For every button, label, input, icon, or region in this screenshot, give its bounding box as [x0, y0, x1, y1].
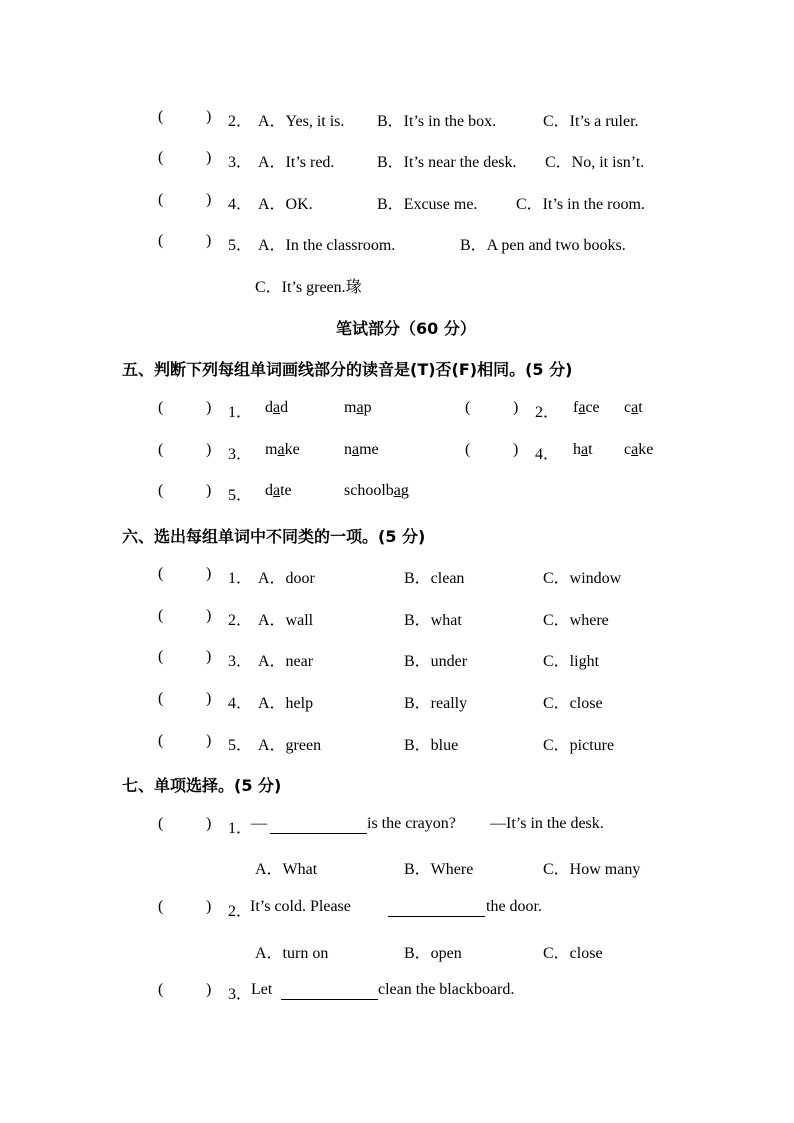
word-part: ce — [585, 399, 600, 416]
underlined-letter: a — [581, 441, 589, 458]
option-b: B．clean — [404, 570, 465, 587]
word-part: g — [400, 482, 409, 499]
paren-right: ) — [206, 399, 212, 416]
paren-left: ( — [158, 482, 164, 499]
underlined-letter: a — [356, 399, 364, 416]
question-text: is the crayon? — [367, 815, 456, 832]
word-part: m — [344, 399, 357, 416]
question-number: 4． — [535, 446, 560, 463]
paren-left: ( — [158, 607, 164, 624]
word-part: h — [573, 441, 581, 458]
underlined-letter: a — [277, 441, 285, 458]
paren-right: ) — [206, 108, 212, 125]
option-b: B．open — [404, 945, 462, 962]
word-1 — [573, 399, 600, 417]
answer-blank[interactable] — [388, 900, 485, 917]
paren-left: ( — [158, 108, 164, 125]
question-text: the door. — [486, 898, 542, 915]
word-part: d — [265, 482, 273, 499]
option-a: A．green — [258, 737, 322, 754]
paren-left: ( — [158, 565, 164, 582]
underlined-letter: a — [578, 399, 586, 416]
option-a: A．help — [258, 695, 314, 712]
paren-right: ) — [206, 607, 212, 624]
paren-right: ) — [206, 648, 212, 665]
paren-right: ) — [206, 815, 212, 832]
word-2 — [344, 399, 372, 417]
paren-right: ) — [206, 981, 212, 998]
question-text: It’s cold. Please — [250, 898, 351, 915]
word-2 — [624, 399, 643, 417]
written-part-title: 笔试部分（60 分） — [336, 319, 476, 338]
word-1 — [265, 399, 288, 417]
option-c: C．window — [543, 570, 622, 587]
question-number: 3． — [228, 653, 253, 670]
word-part: f — [573, 399, 579, 416]
paren-left: ( — [158, 732, 164, 749]
option-b: B．under — [404, 653, 468, 670]
option-a: A．Yes, it is. — [258, 113, 345, 130]
question-number: 2． — [228, 903, 253, 920]
option-a: A．It’s red. — [258, 154, 335, 171]
paren-left: ( — [158, 690, 164, 707]
paren-left: ( — [158, 648, 164, 665]
question-number: 2． — [228, 113, 253, 130]
option-a: A．turn on — [255, 945, 329, 962]
word-part: me — [359, 441, 379, 458]
question-number: 1． — [228, 570, 253, 587]
question-number: 3． — [228, 154, 253, 171]
word-part: schoolb — [344, 482, 394, 499]
underlined-letter: a — [631, 399, 639, 416]
option-c: C．It’s in the room. — [516, 196, 645, 213]
option-b: B．blue — [404, 737, 459, 754]
word-part: t — [638, 399, 643, 416]
paren-left: ( — [158, 441, 164, 458]
question-number: 2． — [228, 612, 253, 629]
underlined-letter: a — [631, 441, 639, 458]
option-b: B．really — [404, 695, 468, 712]
paren-left: ( — [465, 399, 471, 416]
question-number: 5． — [228, 237, 253, 254]
dash: — — [251, 815, 267, 832]
option-c: C．It’s green.瑑 — [255, 277, 362, 296]
word-2 — [624, 441, 653, 459]
word-part: p — [363, 399, 372, 416]
paren-right: ) — [206, 690, 212, 707]
option-b: B．Where — [404, 861, 474, 878]
word-part: m — [265, 441, 278, 458]
answer-blank[interactable] — [270, 817, 367, 834]
paren-left: ( — [465, 441, 471, 458]
option-c: C．It’s a ruler. — [543, 113, 639, 130]
word-1 — [265, 482, 292, 500]
stray-character: 瑑 — [345, 277, 362, 296]
word-part: t — [588, 441, 593, 458]
word-2 — [344, 441, 379, 459]
paren-right: ) — [206, 149, 212, 166]
word-2 — [344, 482, 409, 500]
word-part: ke — [638, 441, 654, 458]
paren-left: ( — [158, 981, 164, 998]
underlined-letter: a — [273, 399, 281, 416]
section-6-title: 六、选出每组单词中不同类的一项。(5 分) — [122, 527, 426, 546]
question-text: clean the blackboard. — [378, 981, 515, 998]
paren-right: ) — [206, 441, 212, 458]
word-part: te — [280, 482, 292, 499]
question-number: 3． — [228, 986, 253, 1003]
option-a: A．OK. — [258, 196, 313, 213]
paren-left: ( — [158, 399, 164, 416]
question-number: 2． — [535, 404, 560, 421]
paren-left: ( — [158, 232, 164, 249]
paren-right: ) — [206, 482, 212, 499]
word-part: d — [280, 399, 289, 416]
word-part: ke — [284, 441, 300, 458]
option-a: A．wall — [258, 612, 314, 629]
underlined-letter: a — [352, 441, 360, 458]
option-a: A．In the classroom. — [258, 237, 396, 254]
paren-left: ( — [158, 149, 164, 166]
paren-left: ( — [158, 191, 164, 208]
option-b: B．It’s in the box. — [377, 113, 497, 130]
paren-right: ) — [513, 399, 519, 416]
word-part: n — [344, 441, 352, 458]
underlined-letter: a — [273, 482, 281, 499]
paren-right: ) — [206, 565, 212, 582]
word-1 — [573, 441, 593, 459]
question-number: 1． — [228, 820, 253, 837]
section-7-title: 七、单项选择。(5 分) — [122, 776, 282, 795]
option-b: B．A pen and two books. — [460, 237, 626, 254]
option-a: A．near — [258, 653, 314, 670]
paren-right: ) — [206, 732, 212, 749]
option-b: B．Excuse me. — [377, 196, 478, 213]
option-b: B．It’s near the desk. — [377, 154, 517, 171]
question-number: 5． — [228, 487, 253, 504]
word-part: d — [265, 399, 273, 416]
question-number: 4． — [228, 695, 253, 712]
paren-left: ( — [158, 815, 164, 832]
option-b: B．what — [404, 612, 462, 629]
question-number: 3． — [228, 446, 253, 463]
paren-right: ) — [206, 898, 212, 915]
question-number: 1． — [228, 404, 253, 421]
question-number: 4． — [228, 196, 253, 213]
word-part: c — [624, 441, 632, 458]
option-a: A．What — [255, 861, 318, 878]
option-a: A．door — [258, 570, 315, 587]
option-c: C．light — [543, 653, 600, 670]
option-c: C．No, it isn’t. — [545, 154, 645, 171]
paren-right: ) — [206, 191, 212, 208]
word-part: c — [624, 399, 632, 416]
option-c: C．where — [543, 612, 609, 629]
option-c: C．How many — [543, 861, 641, 878]
paren-right: ) — [206, 232, 212, 249]
response-text: —It’s in the desk. — [490, 815, 604, 832]
option-c: C．close — [543, 695, 603, 712]
paren-left: ( — [158, 898, 164, 915]
option-c: C．close — [543, 945, 603, 962]
section-5-title: 五、判断下列每组单词画线部分的读音是(T)否(F)相同。(5 分) — [122, 360, 573, 379]
question-text: Let — [251, 981, 273, 998]
option-c: C．picture — [543, 737, 615, 754]
word-1 — [265, 441, 300, 459]
question-number: 5． — [228, 737, 253, 754]
paren-right: ) — [513, 441, 519, 458]
underlined-letter: a — [393, 482, 401, 499]
answer-blank[interactable] — [281, 983, 378, 1000]
